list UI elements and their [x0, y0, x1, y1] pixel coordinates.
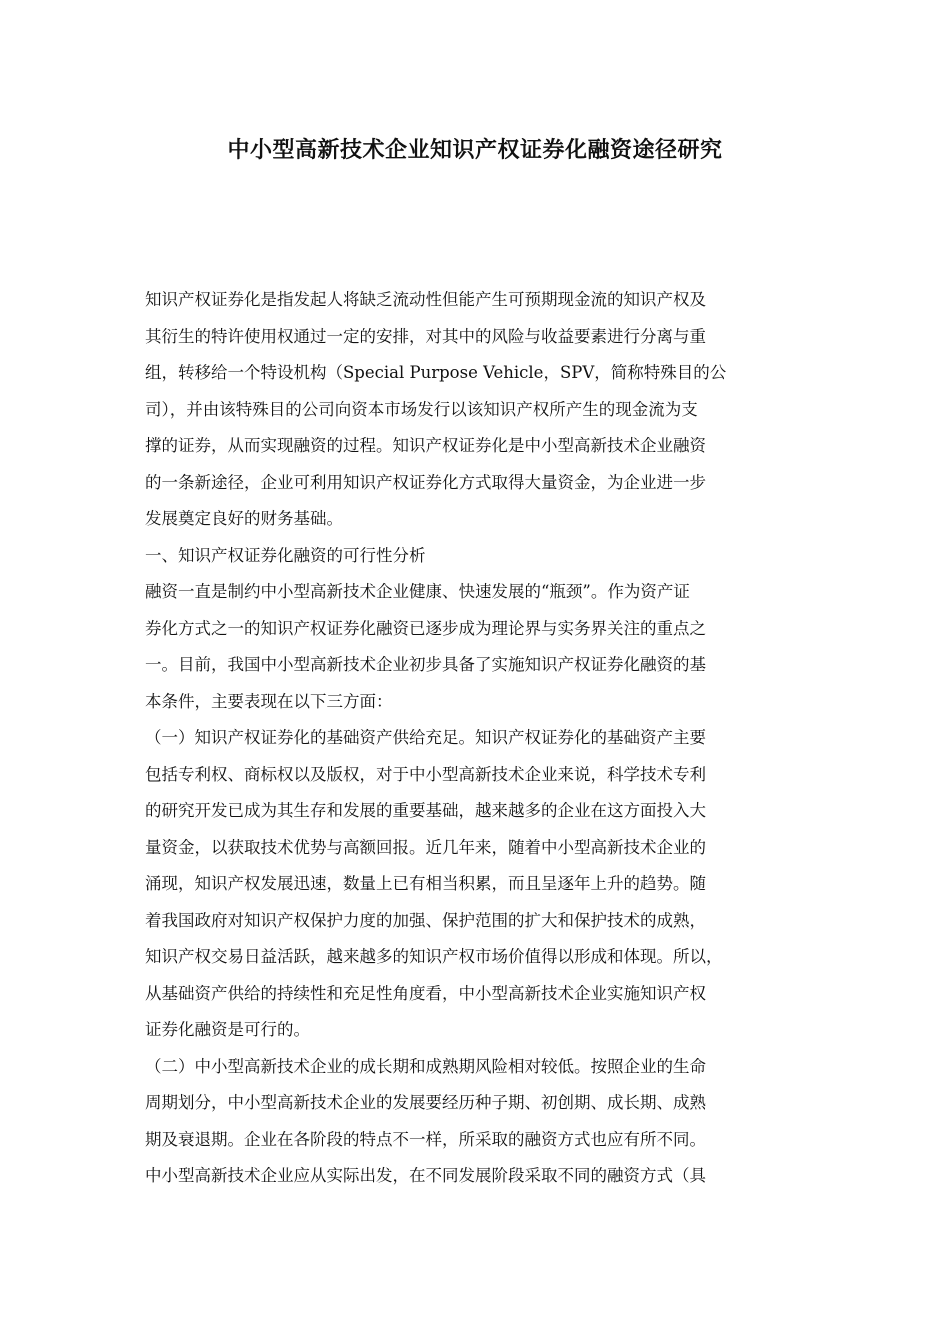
text-line: 一。目前，我国中小型高新技术企业初步具备了实施知识产权证券化融资的基	[145, 655, 706, 674]
text-line: 司），并由该特殊目的公司向资本市场发行以该知识产权所产生的现金流为支	[145, 399, 698, 419]
text-line: 券化方式之一的知识产权证券化融资已逐步成为理论界与实务界关注的重点之	[145, 618, 706, 638]
text-line: （一）知识产权证券化的基础资产供给充足。知识产权证券化的基础资产主要	[145, 728, 706, 747]
section-heading: 一、知识产权证券化融资的可行性分析	[145, 545, 426, 565]
text-line: 的研究开发已成为其生存和发展的重要基础，越来越多的企业在这方面投入大	[145, 801, 706, 820]
text-line: 着我国政府对知识产权保护力度的加强、保护范围的扩大和保护技术的成熟，	[145, 910, 706, 930]
text-line: 撑的证券，从而实现融资的过程。知识产权证券化是中小型高新技术企业融资	[145, 436, 706, 455]
text-line: 融资一直是制约中小型高新技术企业健康、快速发展的“瓶颈”。作为资产证	[145, 582, 690, 601]
text-line: 证券化融资是可行的。	[145, 1020, 310, 1039]
text-line: 中小型高新技术企业应从实际出发，在不同发展阶段采取不同的融资方式（具	[145, 1166, 706, 1185]
text-line: 涌现，知识产权发展迅速，数量上已有相当积累，而且呈逐年上升的趋势。随	[145, 874, 706, 893]
text-line: 量资金，以获取技术优势与高额回报。近几年来，随着中小型高新技术企业的	[145, 837, 706, 857]
document-title: 中小型高新技术企业知识产权证券化融资途径研究	[227, 137, 723, 163]
text-line: （二）中小型高新技术企业的成长期和成熟期风险相对较低。按照企业的生命	[145, 1056, 706, 1076]
text-line: 周期划分，中小型高新技术企业的发展要经历种子期、初创期、成长期、成熟	[145, 1093, 706, 1112]
document-body	[145, 282, 805, 1195]
text-line: 知识产权证券化是指发起人将缺乏流动性但能产生可预期现金流的知识产权及	[145, 290, 706, 309]
text-line: 发展奠定良好的财务基础。	[145, 509, 343, 528]
text-line: 包括专利权、商标权以及版权，对于中小型高新技术企业来说，科学技术专利	[145, 764, 706, 784]
text-line: 组，转移给一个特设机构（Special Purpose Vehicle，SPV，简称特殊目的公	[145, 363, 727, 382]
text-line: 的一条新途径，企业可利用知识产权证券化方式取得大量资金，为企业进一步	[145, 472, 706, 492]
text-line: 期及衰退期。企业在各阶段的特点不一样，所采取的融资方式也应有所不同。	[145, 1129, 706, 1149]
text-line: 其衍生的特许使用权通过一定的安排，对其中的风险与收益要素进行分离与重	[145, 326, 706, 346]
text-line: 知识产权交易日益活跃，越来越多的知识产权市场价值得以形成和体现。所以，	[145, 947, 723, 966]
text-line: 从基础资产供给的持续性和充足性角度看，中小型高新技术企业实施知识产权	[145, 983, 706, 1003]
text-line: 本条件，主要表现在以下三方面：	[145, 691, 393, 711]
